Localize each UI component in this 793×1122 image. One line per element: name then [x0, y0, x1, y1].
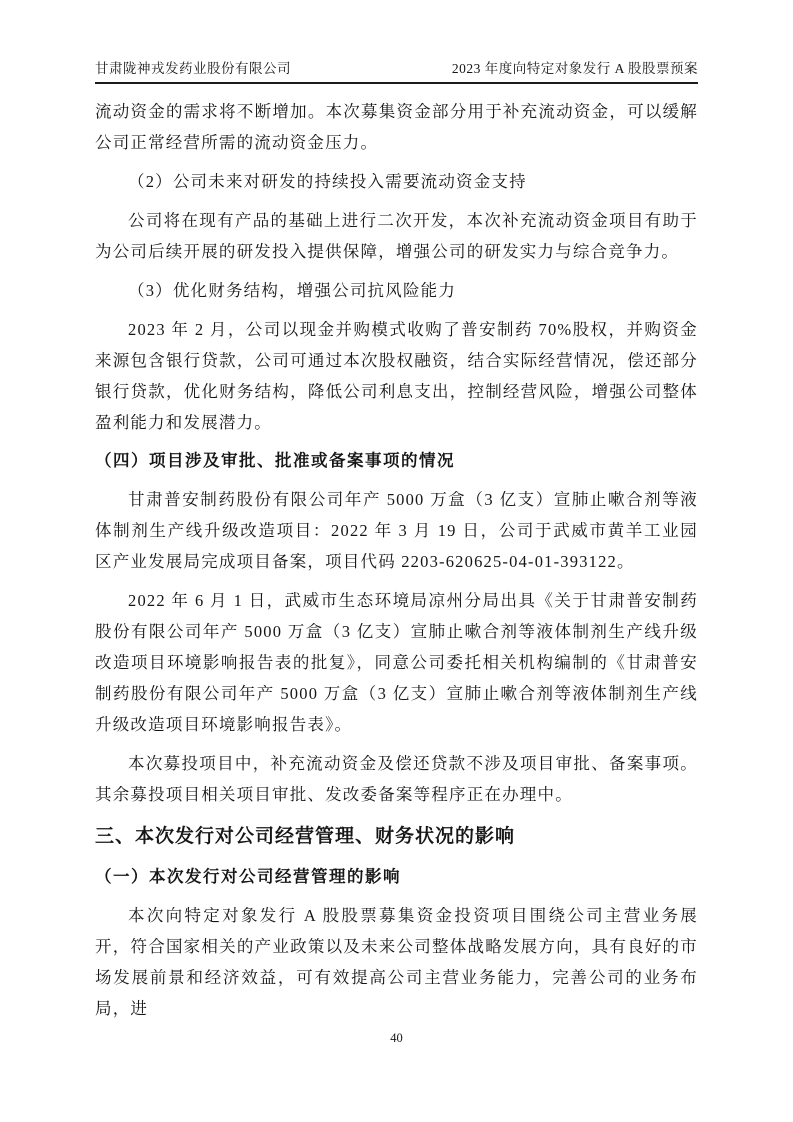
- paragraph-approval-status: 本次募投项目中，补充流动资金及偿还贷款不涉及项目审批、备案事项。其余募投项目相关项目审批、发改委备案等程序正在办理中。: [95, 754, 698, 804]
- paragraph-environmental-approval: 2022 年 6 月 1 日，武威市生态环境局凉州分局出具《关于甘肃普安制药股份有限公司年产 5000 万盒（3 亿支）宣肺止嗽合剂等液体制剂生产线升级改造项目环境影响报告表的批复》，同意公司委托相关机构编制的《甘肃普安制药股份有限公司年产 5000 万盒（3 亿支）宣肺止嗽合剂等液体制剂生产线升级改造项目环境影响报告表》。: [95, 591, 698, 734]
- paragraph-working-capital-continuation: 流动资金的需求将不断增加。本次募集资金部分用于补充流动资金，可以缓解公司正常经营所需的流动资金压力。: [95, 102, 698, 152]
- document-body: [95, 84, 698, 1024]
- page-header: [95, 57, 698, 84]
- section-heading-operation-impact: （一）本次发行对公司经营管理的影响: [95, 868, 401, 886]
- paragraph-project-filing-record: 甘肃普安制药股份有限公司年产 5000 万盒（3 亿支）宣肺止嗽合剂等液体制剂生产线升级改造项目：2022 年 3 月 19 日，公司于武威市黄羊工业园区产业发展局完成项目备案，项目代码 2203-620625-04-01-393122。: [95, 490, 698, 571]
- subitem-heading-financial-structure: （3）优化财务结构，增强公司抗风险能力: [128, 281, 457, 300]
- chapter-heading-issuance-impact: 三、本次发行对公司经营管理、财务状况的影响: [95, 826, 516, 847]
- paragraph-operation-impact: 本次向特定对象发行 A 股股票募集资金投资项目围绕公司主营业务展开，符合国家相关的产业政策以及未来公司整体战略发展方向，具有良好的市场发展前景和经济效益，可有效提高公司主营业务能力，完善公司的业务布局，进: [95, 906, 698, 1018]
- paragraph-rd-investment: 公司将在现有产品的基础上进行二次开发，本次补充流动资金项目有助于为公司后续开展的研发投入提供保障，增强公司的研发实力与综合竞争力。: [95, 211, 698, 261]
- subitem-heading-rd-support: （2）公司未来对研发的持续投入需要流动资金支持: [128, 172, 527, 191]
- page-footer: [0, 1031, 793, 1046]
- section-heading-approval-filing: （四）项目涉及审批、批准或备案事项的情况: [95, 452, 455, 470]
- header-company-name: 甘肃陇神戎发药业股份有限公司: [95, 61, 291, 76]
- page-number: 40: [390, 1031, 403, 1045]
- header-document-title: 2023 年度向特定对象发行 A 股股票预案: [451, 61, 698, 76]
- paragraph-acquisition-loan-repayment: 2023 年 2 月，公司以现金并购模式收购了普安制药 70%股权，并购资金来源包含银行贷款，公司可通过本次股权融资，结合实际经营情况，偿还部分银行贷款，优化财务结构，降低公司利息支出，控制经营风险，增强公司整体盈利能力和发展潜力。: [95, 320, 698, 432]
